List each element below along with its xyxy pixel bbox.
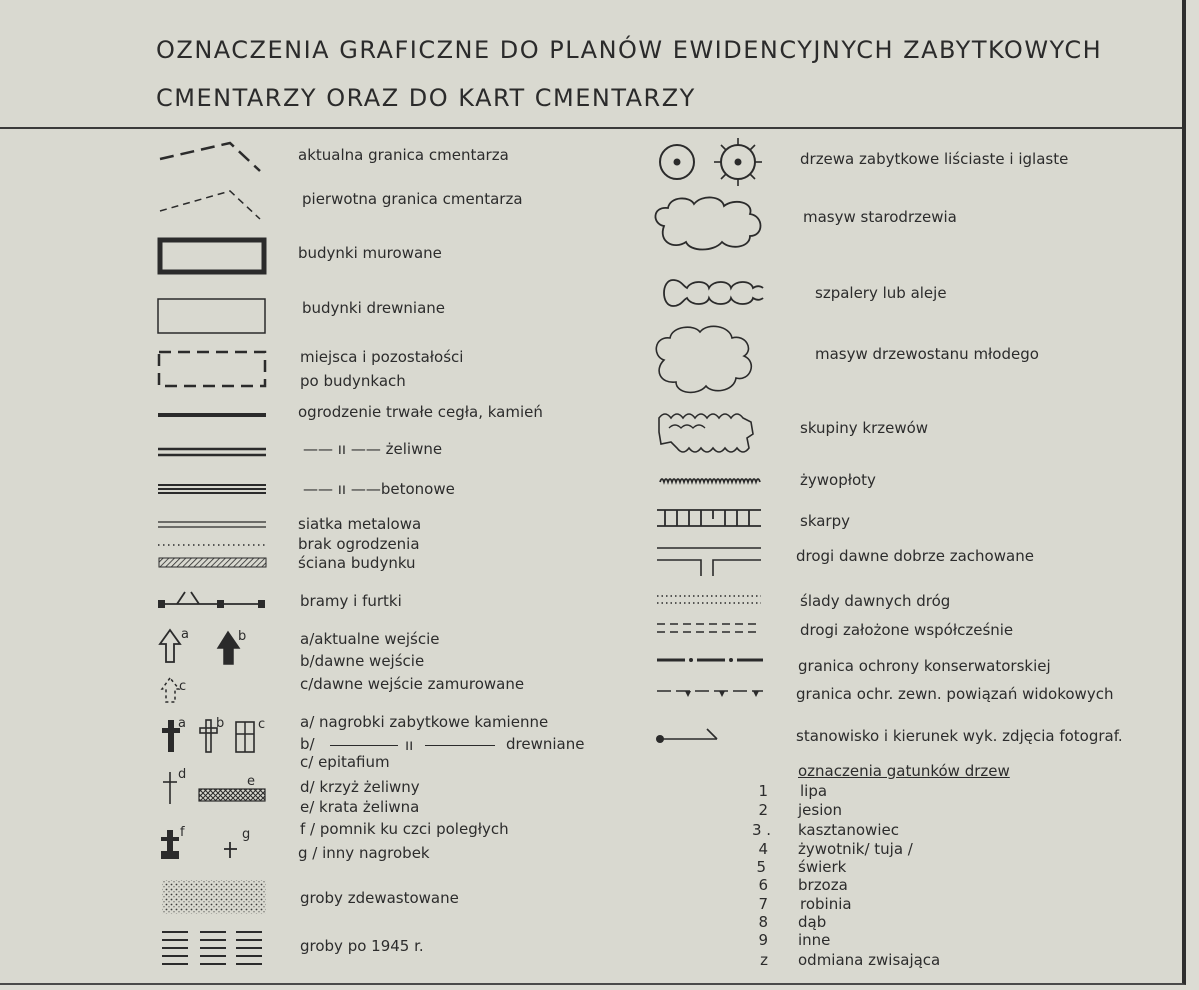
- label-modern-roads: drogi założone współcześnie: [800, 621, 1014, 639]
- label-other-tomb: g / inny nagrobek: [298, 844, 430, 862]
- letter-b-entrance: b: [238, 629, 247, 644]
- gate-symbol: [155, 586, 270, 614]
- species-num: 8: [758, 913, 768, 931]
- letter-b-tomb: b: [216, 716, 225, 731]
- species-name: dąb: [798, 913, 827, 931]
- species-num: 7: [758, 895, 768, 913]
- original-boundary-symbol: [155, 185, 270, 225]
- iron-grate-symbol: [198, 788, 268, 804]
- metal-mesh-symbol: [158, 519, 268, 531]
- label-tomb-a: a/ nagrobki zabytkowe kamienne: [300, 713, 549, 731]
- label-cast-iron-fence: —— ıı —— żeliwne: [303, 440, 443, 458]
- species-num: 1: [758, 782, 768, 800]
- label-photo-station: stanowisko i kierunek wyk. zdjęcia fotograf.: [796, 727, 1123, 745]
- label-iron-grate: e/ krata żeliwna: [300, 798, 420, 816]
- old-tree-mass-symbol: [650, 194, 775, 254]
- letter-f: f: [180, 825, 185, 840]
- species-num: 6: [758, 876, 768, 894]
- concrete-fence-symbol: [158, 482, 268, 496]
- label-no-fence: brak ogrodzenia: [298, 535, 420, 553]
- letter-a-entrance: a: [181, 627, 189, 642]
- ditto-line-left: [330, 745, 398, 746]
- vandalized-graves-symbol: [160, 878, 270, 918]
- view-boundary-symbol: [655, 686, 767, 700]
- label-gates: bramy i furtki: [300, 592, 402, 610]
- wooden-building-symbol: [155, 296, 270, 336]
- label-entrance-a: a/aktualne wejście: [300, 630, 440, 648]
- masonry-building-symbol: [150, 235, 272, 280]
- species-name: inne: [798, 931, 831, 949]
- label-view-boundary: granica ochr. zewn. powiązań widokowych: [796, 685, 1114, 703]
- label-concrete-fence: —— ıı ——betonowe: [303, 480, 455, 498]
- letter-g: g: [242, 827, 251, 842]
- label-post-1945-graves: groby po 1945 r.: [300, 937, 424, 955]
- species-num: z: [760, 951, 768, 969]
- building-remains-symbol: [155, 348, 270, 393]
- label-building-wall: ściana budynku: [298, 554, 416, 572]
- escarpment-symbol: [655, 507, 765, 529]
- label-young-tree-mass: masyw drzewostanu młodego: [815, 345, 1039, 363]
- label-current-boundary: aktualna granica cmentarza: [298, 146, 509, 164]
- label-metal-mesh: siatka metalowa: [298, 515, 422, 533]
- label-masonry-building: budynki murowane: [298, 244, 442, 262]
- label-entrance-c: c/dawne wejście zamurowane: [300, 675, 525, 693]
- title-line-2: CMENTARZY ORAZ DO KART CMENTARZY: [156, 84, 696, 112]
- historic-roads-symbol: [655, 544, 765, 578]
- label-wooden-building: budynki drewniane: [302, 299, 446, 317]
- cast-iron-fence-symbol: [158, 446, 268, 458]
- permanent-fence-symbol: [158, 413, 266, 417]
- species-name: kasztanowiec: [798, 821, 899, 839]
- road-traces-symbol: [655, 592, 765, 606]
- label-permanent-fence: ogrodzenie trwałe cegła, kamień: [298, 403, 543, 421]
- species-name: lipa: [800, 782, 828, 800]
- conservation-boundary-symbol: [655, 654, 767, 666]
- species-num: 9: [758, 931, 768, 949]
- species-name: brzoza: [798, 876, 848, 894]
- letter-c-tomb: c: [258, 717, 266, 732]
- species-num: 4: [758, 840, 768, 858]
- no-fence-symbol: [158, 542, 268, 548]
- label-conservation-boundary: granica ochrony konserwatorskiej: [798, 657, 1051, 675]
- species-num: 2: [758, 801, 768, 819]
- species-header: oznaczenia gatunków drzew: [798, 762, 1010, 780]
- label-road-traces: ślady dawnych dróg: [800, 592, 951, 610]
- shrub-group-symbol: [655, 408, 760, 462]
- letter-a-tomb: a: [178, 716, 186, 731]
- epitaph-icon: [234, 720, 258, 754]
- building-wall-symbol: [158, 557, 268, 569]
- label-historic-roads: drogi dawne dobrze zachowane: [796, 547, 1034, 565]
- letter-d: d: [178, 767, 187, 782]
- historic-trees-symbol: [655, 136, 770, 192]
- young-tree-mass-symbol: [650, 320, 760, 400]
- label-historic-trees: drzewa zabytkowe liściaste i iglaste: [800, 150, 1069, 168]
- letter-c-entrance: c: [179, 679, 187, 694]
- label-original-boundary: pierwotna granica cmentarza: [302, 190, 523, 208]
- letter-e: e: [247, 774, 255, 789]
- ditto-line-right: [425, 745, 495, 746]
- label-iron-cross: d/ krzyż żeliwny: [300, 778, 420, 796]
- species-num: 5: [756, 858, 766, 876]
- photo-station-symbol: [655, 724, 725, 748]
- current-boundary-symbol: [155, 135, 270, 180]
- modern-roads-symbol: [655, 620, 765, 636]
- label-tomb-c: c/ epitafium: [300, 753, 390, 771]
- species-name: jesion: [798, 801, 843, 819]
- other-tomb-icon: [222, 840, 242, 862]
- species-name: świerk: [798, 858, 847, 876]
- label-monument: f / pomnik ku czci poległych: [300, 820, 509, 838]
- label-remains-1: miejsca i pozostałości: [300, 348, 464, 366]
- label-shrub-group: skupiny krzewów: [800, 419, 929, 437]
- label-entrance-b: b/dawne wejście: [300, 652, 425, 670]
- label-remains-2: po budynkach: [300, 372, 406, 390]
- species-name: robinia: [800, 895, 852, 913]
- label-tree-alley: szpalery lub aleje: [815, 284, 947, 302]
- label-hedge: żywopłoty: [800, 471, 876, 489]
- hedge-symbol: [658, 474, 768, 488]
- label-old-tree-mass: masyw starodrzewia: [803, 208, 957, 226]
- label-vandalized-graves: groby zdewastowane: [300, 889, 459, 907]
- label-tomb-b-prefix: b/: [300, 735, 315, 753]
- title-line-1: OZNACZENIA GRAFICZNE DO PLANÓW EWIDENCYJNYCH ZABYTKOWYCH: [156, 36, 1103, 64]
- species-name: odmiana zwisająca: [798, 951, 941, 969]
- label-tomb-b-suffix: drewniane: [506, 735, 585, 753]
- tree-alley-symbol: [655, 274, 770, 314]
- label-tomb-b-ditto: ıı: [405, 736, 414, 754]
- species-name: żywotnik/ tuja /: [798, 840, 913, 858]
- label-escarpment: skarpy: [800, 512, 850, 530]
- title-divider: [0, 127, 1186, 129]
- species-num: 3 .: [752, 821, 772, 839]
- post-1945-graves-symbol: [160, 928, 270, 972]
